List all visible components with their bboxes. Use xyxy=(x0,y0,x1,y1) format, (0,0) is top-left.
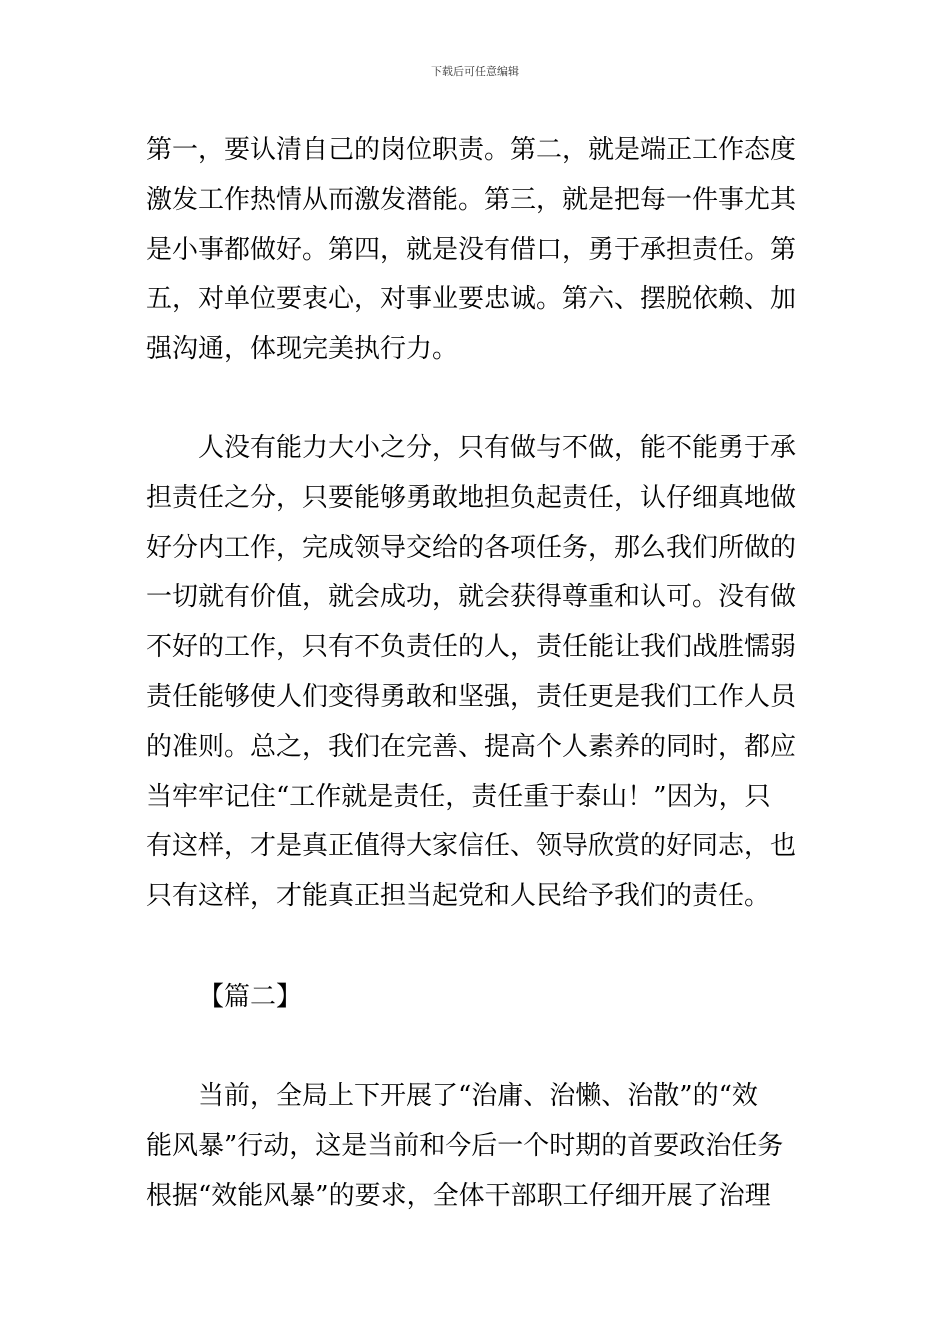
text-line: 的准则。总之，我们在完善、提高个人素养的同时，都应 xyxy=(146,731,797,762)
text-line: 根据“效能风暴”的要求，全体干部职工仔细开展了治理 xyxy=(146,1180,771,1211)
text-line: 不好的工作，只有不负责任的人，责任能让我们战胜懦弱 xyxy=(146,632,797,663)
page-header-note: 下载后可任意编辑 xyxy=(431,65,519,78)
text-line: 一切就有价值，就会成功，就会获得尊重和认可。没有做 xyxy=(146,582,797,613)
text-line: 第一，要认清自己的岗位职责。第二，就是端正工作态度 xyxy=(146,135,797,165)
text-line: 五，对单位要衷心，对事业要忠诚。第六、摆脱依赖、加 xyxy=(146,284,797,315)
text-line: 人没有能力大小之分，只有做与不做，能不能勇于承 xyxy=(198,433,797,463)
text-line: 能风暴”行动，这是当前和今后一个时期的首要政治任务 xyxy=(146,1130,784,1161)
text-line: 当牢牢记住“工作就是责任，责任重于泰山！”因为，只 xyxy=(146,781,771,812)
text-line: 只有这样，才能真正担当起党和人民给予我们的责任。 xyxy=(146,881,771,912)
section-heading: 【篇二】 xyxy=(198,982,303,1012)
text-line: 担责任之分，只要能够勇敢地担负起责任，认仔细真地做 xyxy=(146,482,797,513)
text-line: 有这样，才是真正值得大家信任、领导欣赏的好同志，也 xyxy=(146,831,797,862)
paragraph-3 xyxy=(146,1072,808,1221)
text-line: 好分内工作，完成领导交给的各项任务，那么我们所做的 xyxy=(146,532,797,563)
paragraph-2 xyxy=(146,424,808,922)
text-line: 当前，全局上下开展了“治庸、治懒、治散”的“效 xyxy=(198,1081,758,1111)
text-line: 激发工作热情从而激发潜能。第三，就是把每一件事尤其 xyxy=(146,184,797,215)
paragraph-1 xyxy=(146,126,808,375)
text-line: 责任能够使人们变得勇敢和坚强，责任更是我们工作人员 xyxy=(146,681,797,712)
text-line: 强沟通，体现完美执行力。 xyxy=(146,334,459,365)
text-line: 是小事都做好。第四，就是没有借口，勇于承担责任。第 xyxy=(146,234,797,265)
